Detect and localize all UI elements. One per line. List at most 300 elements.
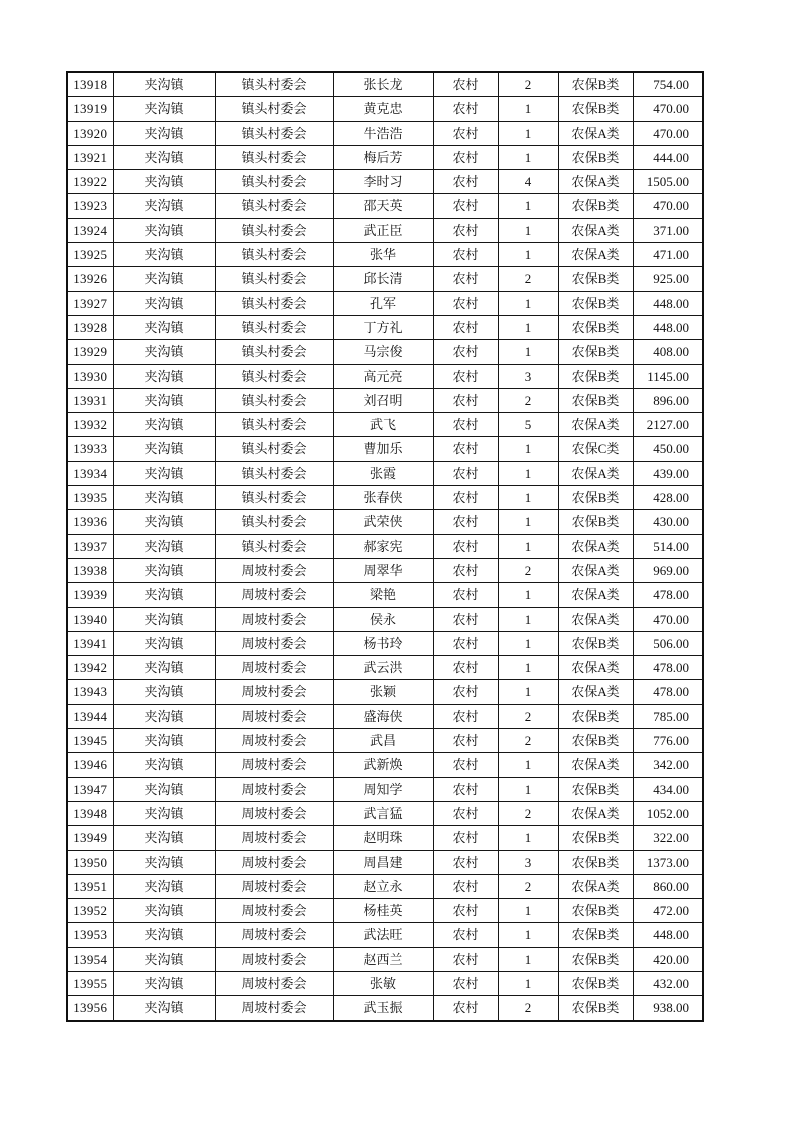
table-row (67, 583, 703, 607)
cell-person-name: 高元亮 (333, 364, 433, 388)
cell-insurance-category: 农保A类 (558, 218, 633, 242)
cell-insurance-category: 农保A类 (558, 874, 633, 898)
cell-town: 夹沟镇 (113, 996, 215, 1021)
cell-serial-number: 13922 (67, 170, 113, 194)
cell-village-committee: 周坡村委会 (215, 947, 333, 971)
cell-household-type: 农村 (433, 558, 498, 582)
cell-person-count: 1 (498, 243, 558, 267)
cell-person-count: 1 (498, 461, 558, 485)
cell-serial-number: 13952 (67, 899, 113, 923)
cell-person-name: 张华 (333, 243, 433, 267)
cell-insurance-category: 农保A类 (558, 121, 633, 145)
table-row (67, 364, 703, 388)
cell-amount: 434.00 (633, 777, 703, 801)
cell-person-name: 武言猛 (333, 801, 433, 825)
cell-village-committee: 镇头村委会 (215, 121, 333, 145)
cell-insurance-category: 农保A类 (558, 558, 633, 582)
cell-village-committee: 周坡村委会 (215, 583, 333, 607)
cell-village-committee: 镇头村委会 (215, 218, 333, 242)
cell-village-committee: 镇头村委会 (215, 486, 333, 510)
cell-amount: 478.00 (633, 656, 703, 680)
cell-town: 夹沟镇 (113, 874, 215, 898)
cell-insurance-category: 农保B类 (558, 947, 633, 971)
cell-serial-number: 13924 (67, 218, 113, 242)
cell-amount: 448.00 (633, 315, 703, 339)
cell-serial-number: 13930 (67, 364, 113, 388)
cell-person-name: 武新焕 (333, 753, 433, 777)
cell-village-committee: 镇头村委会 (215, 510, 333, 534)
cell-person-count: 1 (498, 583, 558, 607)
cell-household-type: 农村 (433, 777, 498, 801)
cell-village-committee: 镇头村委会 (215, 291, 333, 315)
cell-household-type: 农村 (433, 923, 498, 947)
table-row (67, 923, 703, 947)
cell-person-count: 1 (498, 899, 558, 923)
cell-household-type: 农村 (433, 72, 498, 97)
cell-amount: 785.00 (633, 704, 703, 728)
cell-amount: 430.00 (633, 510, 703, 534)
cell-insurance-category: 农保A类 (558, 413, 633, 437)
cell-insurance-category: 农保B类 (558, 315, 633, 339)
cell-village-committee: 周坡村委会 (215, 826, 333, 850)
cell-person-count: 1 (498, 486, 558, 510)
cell-town: 夹沟镇 (113, 461, 215, 485)
cell-person-name: 盛海侠 (333, 704, 433, 728)
cell-amount: 754.00 (633, 72, 703, 97)
cell-village-committee: 镇头村委会 (215, 72, 333, 97)
cell-amount: 514.00 (633, 534, 703, 558)
cell-person-name: 刘召明 (333, 388, 433, 412)
cell-insurance-category: 农保A类 (558, 656, 633, 680)
cell-town: 夹沟镇 (113, 680, 215, 704)
cell-serial-number: 13951 (67, 874, 113, 898)
cell-town: 夹沟镇 (113, 170, 215, 194)
cell-town: 夹沟镇 (113, 388, 215, 412)
cell-amount: 420.00 (633, 947, 703, 971)
cell-village-committee: 周坡村委会 (215, 971, 333, 995)
cell-household-type: 农村 (433, 340, 498, 364)
cell-household-type: 农村 (433, 607, 498, 631)
cell-household-type: 农村 (433, 486, 498, 510)
cell-household-type: 农村 (433, 971, 498, 995)
cell-insurance-category: 农保B类 (558, 388, 633, 412)
cell-person-name: 黄克忠 (333, 97, 433, 121)
cell-village-committee: 镇头村委会 (215, 97, 333, 121)
cell-village-committee: 镇头村委会 (215, 340, 333, 364)
cell-person-count: 2 (498, 801, 558, 825)
cell-serial-number: 13927 (67, 291, 113, 315)
table-row (67, 947, 703, 971)
cell-household-type: 农村 (433, 850, 498, 874)
cell-serial-number: 13941 (67, 631, 113, 655)
cell-amount: 896.00 (633, 388, 703, 412)
cell-amount: 408.00 (633, 340, 703, 364)
cell-person-name: 丁方礼 (333, 315, 433, 339)
cell-household-type: 农村 (433, 194, 498, 218)
cell-household-type: 农村 (433, 899, 498, 923)
table-row (67, 753, 703, 777)
cell-village-committee: 镇头村委会 (215, 413, 333, 437)
cell-person-name: 李时习 (333, 170, 433, 194)
cell-amount: 371.00 (633, 218, 703, 242)
table-row (67, 996, 703, 1021)
cell-person-count: 1 (498, 340, 558, 364)
cell-person-name: 张敏 (333, 971, 433, 995)
subsidy-roster-table (66, 71, 704, 1022)
cell-village-committee: 周坡村委会 (215, 777, 333, 801)
cell-town: 夹沟镇 (113, 413, 215, 437)
cell-person-count: 1 (498, 680, 558, 704)
cell-insurance-category: 农保B类 (558, 899, 633, 923)
cell-serial-number: 13919 (67, 97, 113, 121)
cell-town: 夹沟镇 (113, 145, 215, 169)
cell-person-count: 2 (498, 704, 558, 728)
cell-person-count: 1 (498, 145, 558, 169)
cell-person-count: 1 (498, 534, 558, 558)
cell-serial-number: 13921 (67, 145, 113, 169)
cell-insurance-category: 农保B类 (558, 923, 633, 947)
cell-insurance-category: 农保B类 (558, 194, 633, 218)
cell-insurance-category: 农保A类 (558, 680, 633, 704)
cell-amount: 925.00 (633, 267, 703, 291)
table-row (67, 170, 703, 194)
cell-town: 夹沟镇 (113, 267, 215, 291)
cell-person-count: 5 (498, 413, 558, 437)
cell-person-name: 周翠华 (333, 558, 433, 582)
cell-town: 夹沟镇 (113, 899, 215, 923)
cell-town: 夹沟镇 (113, 218, 215, 242)
cell-amount: 860.00 (633, 874, 703, 898)
cell-insurance-category: 农保B类 (558, 826, 633, 850)
cell-town: 夹沟镇 (113, 121, 215, 145)
cell-insurance-category: 农保A类 (558, 607, 633, 631)
cell-town: 夹沟镇 (113, 826, 215, 850)
cell-serial-number: 13937 (67, 534, 113, 558)
cell-amount: 342.00 (633, 753, 703, 777)
cell-town: 夹沟镇 (113, 194, 215, 218)
table-row (67, 850, 703, 874)
cell-insurance-category: 农保B类 (558, 267, 633, 291)
cell-village-committee: 镇头村委会 (215, 534, 333, 558)
cell-person-name: 邱长清 (333, 267, 433, 291)
cell-person-count: 1 (498, 291, 558, 315)
cell-household-type: 农村 (433, 315, 498, 339)
cell-village-committee: 镇头村委会 (215, 437, 333, 461)
cell-insurance-category: 农保B类 (558, 971, 633, 995)
cell-serial-number: 13954 (67, 947, 113, 971)
table-row (67, 704, 703, 728)
cell-serial-number: 13955 (67, 971, 113, 995)
cell-village-committee: 周坡村委会 (215, 729, 333, 753)
cell-serial-number: 13953 (67, 923, 113, 947)
cell-town: 夹沟镇 (113, 971, 215, 995)
cell-person-count: 2 (498, 996, 558, 1021)
cell-amount: 470.00 (633, 194, 703, 218)
cell-village-committee: 周坡村委会 (215, 631, 333, 655)
cell-person-count: 1 (498, 947, 558, 971)
cell-person-name: 武荣侠 (333, 510, 433, 534)
cell-person-count: 2 (498, 72, 558, 97)
table-row (67, 680, 703, 704)
cell-insurance-category: 农保B类 (558, 97, 633, 121)
cell-insurance-category: 农保B类 (558, 631, 633, 655)
cell-person-count: 4 (498, 170, 558, 194)
cell-town: 夹沟镇 (113, 558, 215, 582)
cell-amount: 938.00 (633, 996, 703, 1021)
cell-household-type: 农村 (433, 801, 498, 825)
table-row (67, 218, 703, 242)
cell-person-name: 武昌 (333, 729, 433, 753)
cell-serial-number: 13935 (67, 486, 113, 510)
cell-village-committee: 周坡村委会 (215, 850, 333, 874)
cell-town: 夹沟镇 (113, 801, 215, 825)
cell-household-type: 农村 (433, 996, 498, 1021)
table-row (67, 243, 703, 267)
cell-household-type: 农村 (433, 510, 498, 534)
cell-amount: 472.00 (633, 899, 703, 923)
cell-serial-number: 13940 (67, 607, 113, 631)
cell-household-type: 农村 (433, 947, 498, 971)
cell-household-type: 农村 (433, 364, 498, 388)
cell-household-type: 农村 (433, 753, 498, 777)
cell-person-name: 杨桂英 (333, 899, 433, 923)
cell-amount: 470.00 (633, 97, 703, 121)
table-row (67, 145, 703, 169)
cell-household-type: 农村 (433, 583, 498, 607)
cell-amount: 478.00 (633, 583, 703, 607)
cell-person-count: 1 (498, 510, 558, 534)
cell-insurance-category: 农保A类 (558, 534, 633, 558)
cell-insurance-category: 农保C类 (558, 437, 633, 461)
cell-person-name: 曹加乐 (333, 437, 433, 461)
cell-town: 夹沟镇 (113, 631, 215, 655)
cell-household-type: 农村 (433, 388, 498, 412)
cell-household-type: 农村 (433, 729, 498, 753)
cell-town: 夹沟镇 (113, 364, 215, 388)
cell-person-name: 孔军 (333, 291, 433, 315)
cell-amount: 448.00 (633, 291, 703, 315)
cell-household-type: 农村 (433, 656, 498, 680)
cell-person-name: 张长龙 (333, 72, 433, 97)
cell-serial-number: 13948 (67, 801, 113, 825)
cell-person-count: 1 (498, 777, 558, 801)
cell-town: 夹沟镇 (113, 923, 215, 947)
cell-serial-number: 13918 (67, 72, 113, 97)
cell-person-name: 周知学 (333, 777, 433, 801)
cell-serial-number: 13929 (67, 340, 113, 364)
cell-person-name: 郝家宪 (333, 534, 433, 558)
cell-village-committee: 周坡村委会 (215, 680, 333, 704)
cell-insurance-category: 农保A类 (558, 170, 633, 194)
cell-village-committee: 镇头村委会 (215, 267, 333, 291)
cell-village-committee: 周坡村委会 (215, 656, 333, 680)
cell-insurance-category: 农保B类 (558, 777, 633, 801)
cell-insurance-category: 农保B类 (558, 364, 633, 388)
cell-person-count: 3 (498, 850, 558, 874)
cell-household-type: 农村 (433, 145, 498, 169)
cell-insurance-category: 农保B类 (558, 340, 633, 364)
cell-village-committee: 镇头村委会 (215, 243, 333, 267)
cell-amount: 1505.00 (633, 170, 703, 194)
cell-person-count: 3 (498, 364, 558, 388)
table-row (67, 971, 703, 995)
cell-serial-number: 13925 (67, 243, 113, 267)
cell-person-count: 1 (498, 923, 558, 947)
cell-insurance-category: 农保A类 (558, 753, 633, 777)
cell-serial-number: 13942 (67, 656, 113, 680)
cell-household-type: 农村 (433, 437, 498, 461)
cell-town: 夹沟镇 (113, 947, 215, 971)
cell-person-count: 2 (498, 558, 558, 582)
cell-amount: 470.00 (633, 121, 703, 145)
cell-person-name: 赵明珠 (333, 826, 433, 850)
cell-person-name: 张颖 (333, 680, 433, 704)
cell-person-name: 梁艳 (333, 583, 433, 607)
cell-town: 夹沟镇 (113, 753, 215, 777)
cell-person-name: 武飞 (333, 413, 433, 437)
cell-village-committee: 周坡村委会 (215, 558, 333, 582)
cell-person-count: 2 (498, 388, 558, 412)
cell-household-type: 农村 (433, 534, 498, 558)
table-row (67, 388, 703, 412)
cell-insurance-category: 农保B类 (558, 996, 633, 1021)
cell-amount: 322.00 (633, 826, 703, 850)
cell-town: 夹沟镇 (113, 340, 215, 364)
cell-person-count: 2 (498, 267, 558, 291)
cell-serial-number: 13934 (67, 461, 113, 485)
cell-household-type: 农村 (433, 121, 498, 145)
table-row (67, 121, 703, 145)
cell-person-name: 赵立永 (333, 874, 433, 898)
table-row (67, 194, 703, 218)
cell-town: 夹沟镇 (113, 437, 215, 461)
cell-serial-number: 13946 (67, 753, 113, 777)
cell-person-count: 1 (498, 194, 558, 218)
cell-serial-number: 13936 (67, 510, 113, 534)
cell-serial-number: 13956 (67, 996, 113, 1021)
cell-person-name: 马宗俊 (333, 340, 433, 364)
table-row (67, 267, 703, 291)
cell-village-committee: 镇头村委会 (215, 461, 333, 485)
table-row (67, 826, 703, 850)
cell-town: 夹沟镇 (113, 486, 215, 510)
cell-village-committee: 镇头村委会 (215, 388, 333, 412)
cell-person-name: 张霞 (333, 461, 433, 485)
cell-town: 夹沟镇 (113, 315, 215, 339)
cell-serial-number: 13933 (67, 437, 113, 461)
cell-person-count: 1 (498, 826, 558, 850)
cell-town: 夹沟镇 (113, 729, 215, 753)
cell-town: 夹沟镇 (113, 510, 215, 534)
cell-person-name: 武法旺 (333, 923, 433, 947)
cell-insurance-category: 农保B类 (558, 729, 633, 753)
cell-serial-number: 13950 (67, 850, 113, 874)
cell-amount: 776.00 (633, 729, 703, 753)
cell-village-committee: 镇头村委会 (215, 194, 333, 218)
cell-town: 夹沟镇 (113, 243, 215, 267)
cell-town: 夹沟镇 (113, 656, 215, 680)
cell-person-name: 梅后芳 (333, 145, 433, 169)
cell-village-committee: 镇头村委会 (215, 170, 333, 194)
cell-household-type: 农村 (433, 218, 498, 242)
cell-person-count: 1 (498, 437, 558, 461)
cell-household-type: 农村 (433, 170, 498, 194)
cell-insurance-category: 农保A类 (558, 461, 633, 485)
cell-town: 夹沟镇 (113, 777, 215, 801)
table-row (67, 558, 703, 582)
cell-town: 夹沟镇 (113, 583, 215, 607)
cell-amount: 1052.00 (633, 801, 703, 825)
table-row (67, 291, 703, 315)
table-row (67, 340, 703, 364)
cell-amount: 448.00 (633, 923, 703, 947)
cell-village-committee: 周坡村委会 (215, 607, 333, 631)
cell-town: 夹沟镇 (113, 72, 215, 97)
cell-amount: 470.00 (633, 607, 703, 631)
cell-person-count: 2 (498, 729, 558, 753)
table-row (67, 729, 703, 753)
cell-serial-number: 13943 (67, 680, 113, 704)
cell-insurance-category: 农保B类 (558, 704, 633, 728)
cell-person-name: 赵西兰 (333, 947, 433, 971)
table-row (67, 486, 703, 510)
cell-insurance-category: 农保A类 (558, 583, 633, 607)
cell-person-count: 1 (498, 218, 558, 242)
cell-village-committee: 周坡村委会 (215, 753, 333, 777)
cell-serial-number: 13920 (67, 121, 113, 145)
cell-serial-number: 13939 (67, 583, 113, 607)
table-row (67, 801, 703, 825)
cell-person-count: 1 (498, 607, 558, 631)
cell-town: 夹沟镇 (113, 534, 215, 558)
cell-person-count: 1 (498, 753, 558, 777)
table-row (67, 874, 703, 898)
cell-person-name: 周昌建 (333, 850, 433, 874)
cell-household-type: 农村 (433, 704, 498, 728)
cell-serial-number: 13923 (67, 194, 113, 218)
cell-insurance-category: 农保B类 (558, 72, 633, 97)
cell-amount: 1373.00 (633, 850, 703, 874)
cell-insurance-category: 农保A类 (558, 243, 633, 267)
cell-person-count: 1 (498, 121, 558, 145)
table-row (67, 413, 703, 437)
cell-person-name: 武正臣 (333, 218, 433, 242)
cell-person-name: 邵天英 (333, 194, 433, 218)
cell-insurance-category: 农保B类 (558, 486, 633, 510)
table-row (67, 899, 703, 923)
cell-person-count: 2 (498, 874, 558, 898)
table-row (67, 534, 703, 558)
cell-person-count: 1 (498, 656, 558, 680)
cell-person-name: 武云洪 (333, 656, 433, 680)
table-row (67, 437, 703, 461)
cell-serial-number: 13928 (67, 315, 113, 339)
cell-insurance-category: 农保A类 (558, 801, 633, 825)
cell-amount: 432.00 (633, 971, 703, 995)
cell-serial-number: 13947 (67, 777, 113, 801)
table-row (67, 97, 703, 121)
cell-household-type: 农村 (433, 461, 498, 485)
cell-insurance-category: 农保B类 (558, 145, 633, 169)
cell-amount: 2127.00 (633, 413, 703, 437)
cell-amount: 1145.00 (633, 364, 703, 388)
cell-household-type: 农村 (433, 267, 498, 291)
table-body (67, 72, 703, 1021)
cell-person-name: 武玉振 (333, 996, 433, 1021)
cell-serial-number: 13926 (67, 267, 113, 291)
cell-town: 夹沟镇 (113, 850, 215, 874)
table-row (67, 461, 703, 485)
